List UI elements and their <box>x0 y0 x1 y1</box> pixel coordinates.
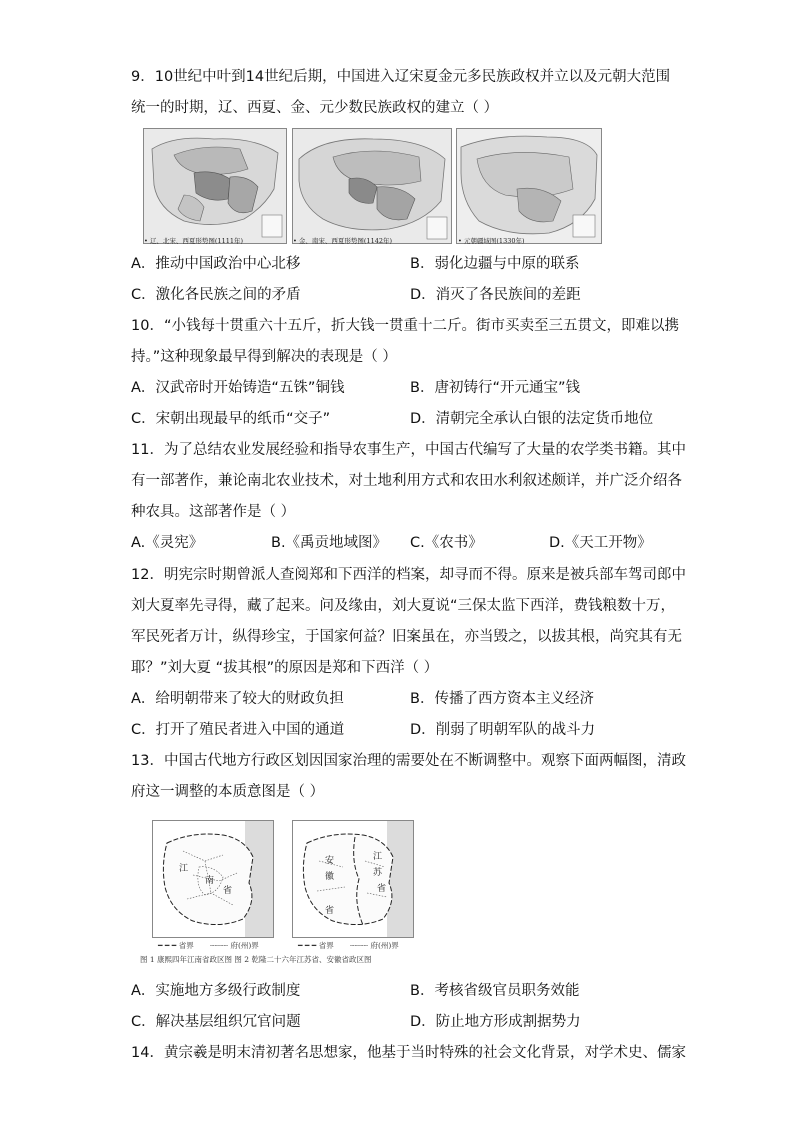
map-jiangnan-province <box>152 820 274 938</box>
map2-char-3: 省 <box>325 906 335 916</box>
q9-stem-line1: 9．10世纪中叶到14世纪后期，中国进入辽宋夏金元多民族政权并立以及元朝大范围 <box>131 69 671 85</box>
map1-legend-prefecture: ┄┄┄┄ 府(州)界 <box>210 941 259 950</box>
q9-option-d[interactable]: D．消灭了各民族间的差距 <box>410 287 581 303</box>
q11-option-c[interactable]: C.《农书》 <box>410 535 483 551</box>
map-jin-song-xixia-drawing <box>293 129 451 243</box>
map-jiangsu-anhui <box>292 820 414 938</box>
map1-legend-province: ━ ━ ━ 省界 <box>158 941 194 950</box>
q9-stem-line2: 统一的时期，辽、西夏、金、元少数民族政权的建立（ ） <box>131 100 499 116</box>
q10-option-c[interactable]: C．宋朝出现最早的纸币“交子” <box>131 411 331 427</box>
map2-char-5: 苏 <box>373 868 383 878</box>
q11-stem-line2: 有一部著作，兼论南北农业技术，对土地利用方式和农田水利叙述颇详，并广泛介绍各 <box>131 473 682 489</box>
q13-stem-line1: 13．中国古代地方行政区划因国家治理的需要处在不断调整中。观察下面两幅图，清政 <box>131 753 686 769</box>
q12-stem-line3: 军民死者万计，纵得珍宝，于国家何益？旧案虽在，亦当毁之，以拔其根，尚究其有无 <box>131 629 682 645</box>
q11-option-d[interactable]: D.《天工开物》 <box>549 535 652 551</box>
q11-option-a[interactable]: A.《灵宪》 <box>131 535 204 551</box>
q10-option-b[interactable]: B．唐初铸行“开元通宝”钱 <box>410 380 580 396</box>
map-caption-1: • 辽、北宋、西夏形势图(1111年) <box>144 237 244 245</box>
q13-option-d[interactable]: D．防止地方形成割据势力 <box>410 1014 581 1030</box>
map1-char-3: 省 <box>223 886 233 896</box>
q9-option-b[interactable]: B．弱化边疆与中原的联系 <box>410 256 580 272</box>
q9-option-a[interactable]: A．推动中国政治中心北移 <box>131 256 301 272</box>
q13-option-b[interactable]: B．考核省级官员职务效能 <box>410 983 580 999</box>
q12-stem-line2: 刘大夏率先寻得，藏了起来。问及缘由，刘大夏说“三保太监下西洋，费钱粮数十万， <box>131 598 676 614</box>
q13-stem-line2: 府这一调整的本质意图是（ ） <box>131 784 325 800</box>
q11-stem-line1: 11．为了总结农业发展经验和指导农事生产，中国古代编写了大量的农学类书籍。其中 <box>131 442 686 458</box>
map-liao-song-xixia-drawing <box>144 129 286 243</box>
q13-map-caption: 图 1 康熙四年江南省政区图 图 2 乾隆二十六年江苏省、安徽省政区图 <box>140 955 372 964</box>
q13-option-c[interactable]: C．解决基层组织冗官问题 <box>131 1014 301 1030</box>
q12-option-d[interactable]: D．削弱了明朝军队的战斗力 <box>410 722 596 738</box>
q12-option-b[interactable]: B．传播了西方资本主义经济 <box>410 691 594 707</box>
map-caption-3: • 元朝疆域图(1330年) <box>458 237 525 245</box>
q12-option-a[interactable]: A．给明朝带来了较大的财政负担 <box>131 691 344 707</box>
map2-char-6: 省 <box>377 884 387 894</box>
q11-option-b[interactable]: B.《禹贡地域图》 <box>271 535 388 551</box>
q10-stem-line2: 持。”这种现象最早得到解决的表现是（ ） <box>131 349 397 365</box>
map1-char-1: 江 <box>179 864 189 874</box>
map2-legend-province: ━ ━ ━ 省界 <box>298 941 334 950</box>
q13-option-a[interactable]: A．实施地方多级行政制度 <box>131 983 301 999</box>
map-jin-song-xixia <box>292 128 452 244</box>
q9-option-c[interactable]: C．激化各民族之间的矛盾 <box>131 287 301 303</box>
q14-stem-line1: 14．黄宗羲是明末清初著名思想家，他基于当时特殊的社会文化背景，对学术史、儒家 <box>131 1045 686 1061</box>
map-yuan-territory <box>456 128 602 244</box>
q12-option-c[interactable]: C．打开了殖民者进入中国的通道 <box>131 722 345 738</box>
q10-option-d[interactable]: D．清朝完全承认白银的法定货币地位 <box>410 411 654 427</box>
map1-char-2: 南 <box>205 876 215 886</box>
map-jiangsu-anhui-drawing <box>293 821 413 937</box>
q12-stem-line1: 12．明宪宗时期曾派人查阅郑和下西洋的档案，却寻而不得。原来是被兵部车驾司郎中 <box>131 567 686 583</box>
q10-stem-line1: 10．“小钱每十贯重六十五斤，折大钱一贯重十二斤。街市买卖至三五贯文，即难以携 <box>131 318 679 334</box>
q10-option-a[interactable]: A．汉武帝时开始铸造“五铢”铜钱 <box>131 380 345 396</box>
map2-char-1: 安 <box>325 856 335 866</box>
map-yuan-territory-drawing <box>457 129 601 243</box>
map2-char-4: 江 <box>373 852 383 862</box>
q11-stem-line3: 种农具。这部著作是（ ） <box>131 504 296 520</box>
map-caption-2: • 金、南宋、西夏形势图(1142年) <box>293 237 393 245</box>
map2-char-2: 徽 <box>325 872 335 882</box>
map-liao-song-xixia <box>143 128 287 244</box>
map2-legend-prefecture: ┄┄┄┄ 府(州)界 <box>350 941 399 950</box>
q12-stem-line4: 耶？”刘大夏 “拔其根”的原因是郑和下西洋（ ） <box>131 660 439 676</box>
